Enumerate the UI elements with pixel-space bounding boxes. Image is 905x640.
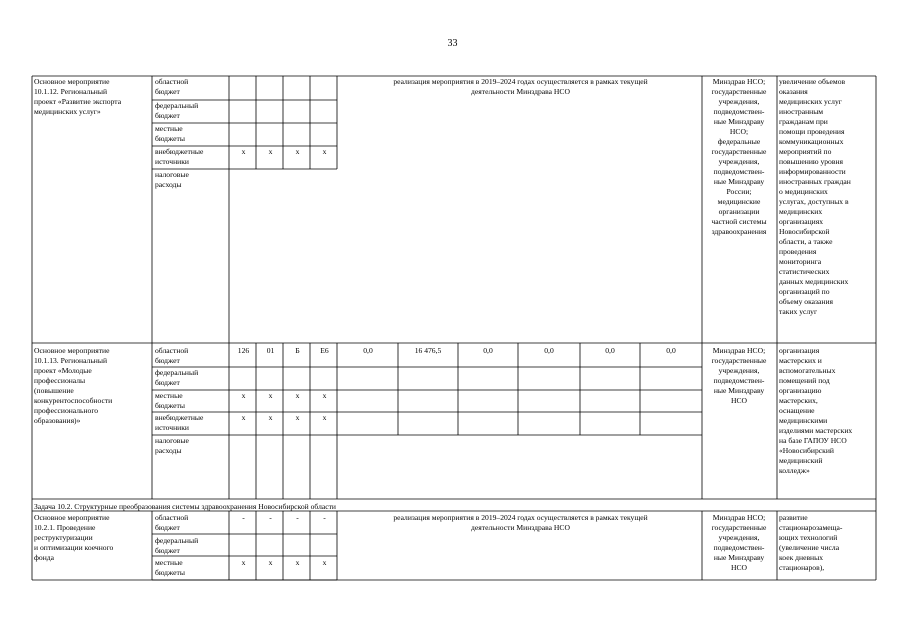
row2-code-x: x <box>241 413 246 422</box>
row1-source-1: областной бюджет <box>155 77 189 96</box>
row3-result: развитие стационарозамеща- ющих технологий (увеличение числа коек дневных стационаров), <box>779 513 843 572</box>
row2-source-5: налоговые расходы <box>155 436 189 455</box>
row3-code-x: x <box>322 558 327 567</box>
row2-value-2019: 0,0 <box>363 346 373 355</box>
row1-code-x: x <box>268 147 273 156</box>
row2-value-2023: 0,0 <box>605 346 615 355</box>
row1-code-x: x <box>241 147 246 156</box>
row3-code-dash: - <box>296 513 299 522</box>
row2-code-gr: 126 <box>237 346 250 355</box>
row2-value-2020: 16 476,5 <box>414 346 442 355</box>
row2-value-2021: 0,0 <box>483 346 493 355</box>
row2-source-4: внебюджетные источники <box>155 413 204 432</box>
row3-code-dash: - <box>269 513 272 522</box>
row2-result: организация мастерских и вспомогательных помещений под организацию мастерских, оснащение медицинскими изделиями мастерских на базе ГАПОУ НСО «Новосибирский медицинский колледж» <box>779 346 853 475</box>
row1-source-2: федеральный бюджет <box>155 101 199 120</box>
page-number: 33 <box>447 38 458 49</box>
row1-source-4: внебюджетные источники <box>155 147 204 166</box>
row3-source-2: федеральный бюджет <box>155 536 199 555</box>
row2-code-x: x <box>268 391 273 400</box>
row2-source-3: местные бюджеты <box>155 391 185 410</box>
row2-source-1: областной бюджет <box>155 346 189 365</box>
row1-source-5: налоговые расходы <box>155 170 189 189</box>
row3-code-dash: - <box>242 513 245 522</box>
row1-executor: Минздрав НСО; государственные учреждения, подведомствен- ные Минздраву НСО; федеральные государственные учреждения, подведомствен- ные Минздраву России; медицинские организации частной системы здравоохранения <box>711 77 767 236</box>
task-heading: Задача 10.2. Структурные преобразования системы здравоохранения Новосибирской области <box>34 502 336 511</box>
row2-code-x: x <box>295 391 300 400</box>
row3-code-x: x <box>241 558 246 567</box>
row2-code-x: x <box>322 413 327 422</box>
row2-source-2: федеральный бюджет <box>155 368 199 387</box>
row3-merged-note: реализация мероприятия в 2019–2024 годах осуществляется в рамках текущей деятельности Минздрава НСО <box>393 513 648 532</box>
row2-code-x: x <box>241 391 246 400</box>
row3-code-x: x <box>295 558 300 567</box>
row1-merged-note: реализация мероприятия в 2019–2024 годах осуществляется в рамках текущей деятельности Минздрава НСО <box>393 77 648 96</box>
row1-activity: Основное мероприятие 10.1.12. Региональный проект «Развитие экспорта медицинских услуг» <box>34 77 122 116</box>
row1-result: увеличение объемов оказания медицинских услуг иностранным гражданам при помощи проведения коммуникационных мероприятий по повышению уровня информированности иностранных граждан о медицинских услугах, доступных в медицинских организациях Новосибирской области, а также проведения мониторинга статистических данных медицинских организаций по объему оказания таких услуг <box>779 77 851 316</box>
row3-source-3: местные бюджеты <box>155 558 185 577</box>
row2-code-x: x <box>322 391 327 400</box>
row3-source-1: областной бюджет <box>155 513 189 532</box>
row2-value-2024: 0,0 <box>666 346 676 355</box>
row2-code-x: x <box>268 413 273 422</box>
row2-executor: Минздрав НСО; государственные учреждения, подведомствен- ные Минздраву НСО <box>711 346 767 405</box>
row3-executor: Минздрав НСО; государственные учреждения, подведомствен- ные Минздраву НСО <box>711 513 767 572</box>
row3-code-dash: - <box>323 513 326 522</box>
row2-code-cs: Е6 <box>320 346 329 355</box>
row2-activity: Основное мероприятие 10.1.13. Региональный проект «Молодые профессионалы (повышение конкурентоспособности профессионального образования)» <box>34 346 113 425</box>
row2-code-pr: Б <box>295 346 300 355</box>
row2-code-rz: 01 <box>266 346 275 355</box>
row3-code-x: x <box>268 558 273 567</box>
row2-code-x: x <box>295 413 300 422</box>
row1-code-x: x <box>295 147 300 156</box>
row2-value-2022: 0,0 <box>544 346 554 355</box>
row3-activity: Основное мероприятие 10.2.1. Проведение реструктуризации и оптимизации коечного фонда <box>34 513 114 562</box>
row1-source-3: местные бюджеты <box>155 124 185 143</box>
row1-code-x: x <box>322 147 327 156</box>
